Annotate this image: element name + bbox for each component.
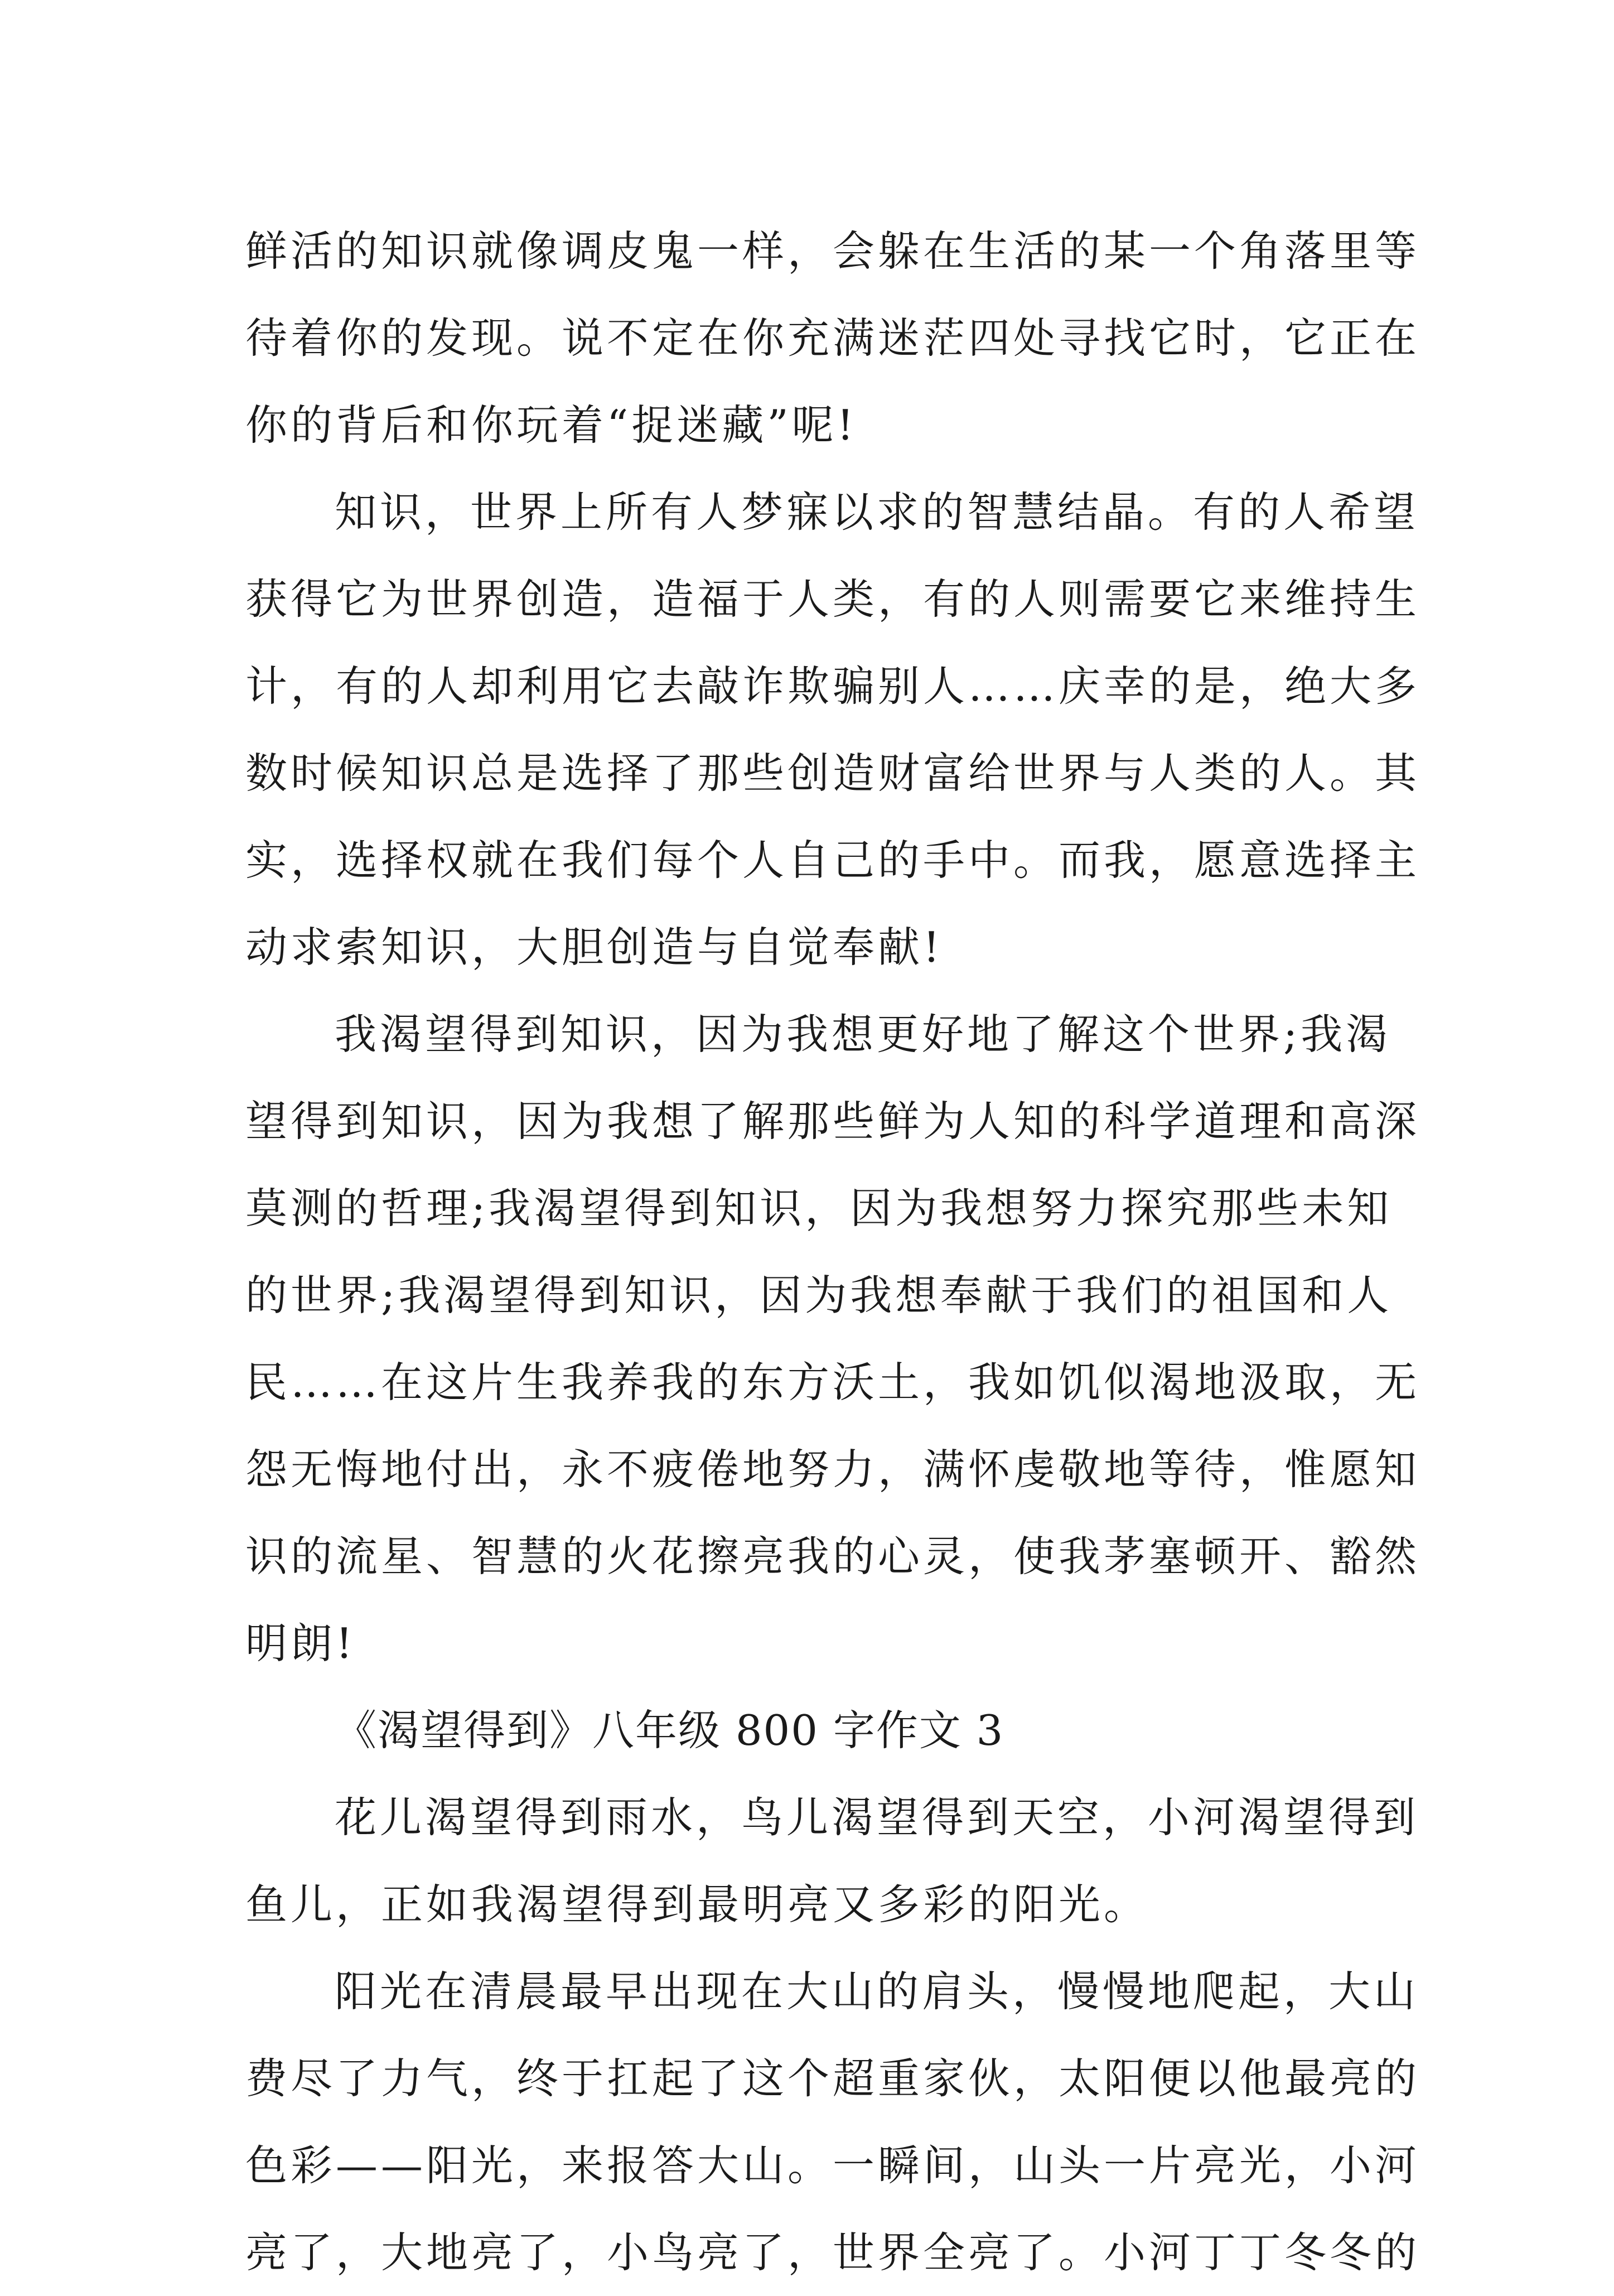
text-line: 鱼儿，正如我渴望得到最明亮又多彩的阳光。 bbox=[245, 1880, 1149, 1929]
text-line: 莫测的哲理;我渴望得到知识，因为我想努力探究那些未知 bbox=[245, 1184, 1393, 1233]
paragraph-start-line: 花儿渴望得到雨水，鸟儿渴望得到天空，小河渴望得到 bbox=[335, 1793, 1419, 1842]
text-line: 动求索知识，大胆创造与自觉奉献! bbox=[245, 923, 944, 972]
section-title: 《渴望得到》八年级 800 字作文 3 bbox=[335, 1706, 1004, 1755]
text-line: 识的流星、智慧的火花擦亮我的心灵，使我茅塞顿开、豁然 bbox=[245, 1532, 1420, 1581]
text-line: 费尽了力气，终于扛起了这个超重家伙，太阳便以他最亮的 bbox=[245, 2054, 1420, 2103]
text-line: 亮了，大地亮了，小鸟亮了，世界全亮了。小河丁丁冬冬的 bbox=[245, 2228, 1420, 2277]
paragraph-start-line: 知识，世界上所有人梦寐以求的智慧结晶。有的人希望 bbox=[335, 488, 1419, 537]
text-line: 你的背后和你玩着“捉迷藏”呢! bbox=[245, 401, 857, 450]
text-line: 计，有的人却利用它去敲诈欺骗别人……庆幸的是，绝大多 bbox=[245, 662, 1420, 711]
text-line: 数时候知识总是选择了那些创造财富给世界与人类的人。其 bbox=[245, 749, 1420, 798]
text-line: 获得它为世界创造，造福于人类，有的人则需要它来维持生 bbox=[245, 575, 1420, 624]
paragraph-start-line: 我渴望得到知识，因为我想更好地了解这个世界;我渴 bbox=[335, 1010, 1391, 1059]
paragraph-start-line: 阳光在清晨最早出现在大山的肩头，慢慢地爬起，大山 bbox=[335, 1967, 1419, 2016]
text-line: 待着你的发现。说不定在你充满迷茫四处寻找它时，它正在 bbox=[245, 313, 1420, 363]
text-line: 实，选择权就在我们每个人自己的手中。而我，愿意选择主 bbox=[245, 836, 1420, 885]
text-line: 明朗! bbox=[245, 1619, 356, 1668]
text-line: 色彩——阳光，来报答大山。一瞬间，山头一片亮光，小河 bbox=[245, 2141, 1420, 2190]
text-line: 望得到知识，因为我想了解那些鲜为人知的科学道理和高深 bbox=[245, 1097, 1420, 1146]
text-line: 鲜活的知识就像调皮鬼一样，会躲在生活的某一个角落里等 bbox=[245, 226, 1420, 276]
text-line: 民……在这片生我养我的东方沃土，我如饥似渴地汲取，无 bbox=[245, 1358, 1420, 1407]
document-body bbox=[245, 208, 1420, 2296]
text-line: 的世界;我渴望得到知识，因为我想奉献于我们的祖国和人 bbox=[245, 1271, 1393, 1320]
text-line: 怨无悔地付出，永不疲倦地努力，满怀虔敬地等待，惟愿知 bbox=[245, 1445, 1420, 1494]
